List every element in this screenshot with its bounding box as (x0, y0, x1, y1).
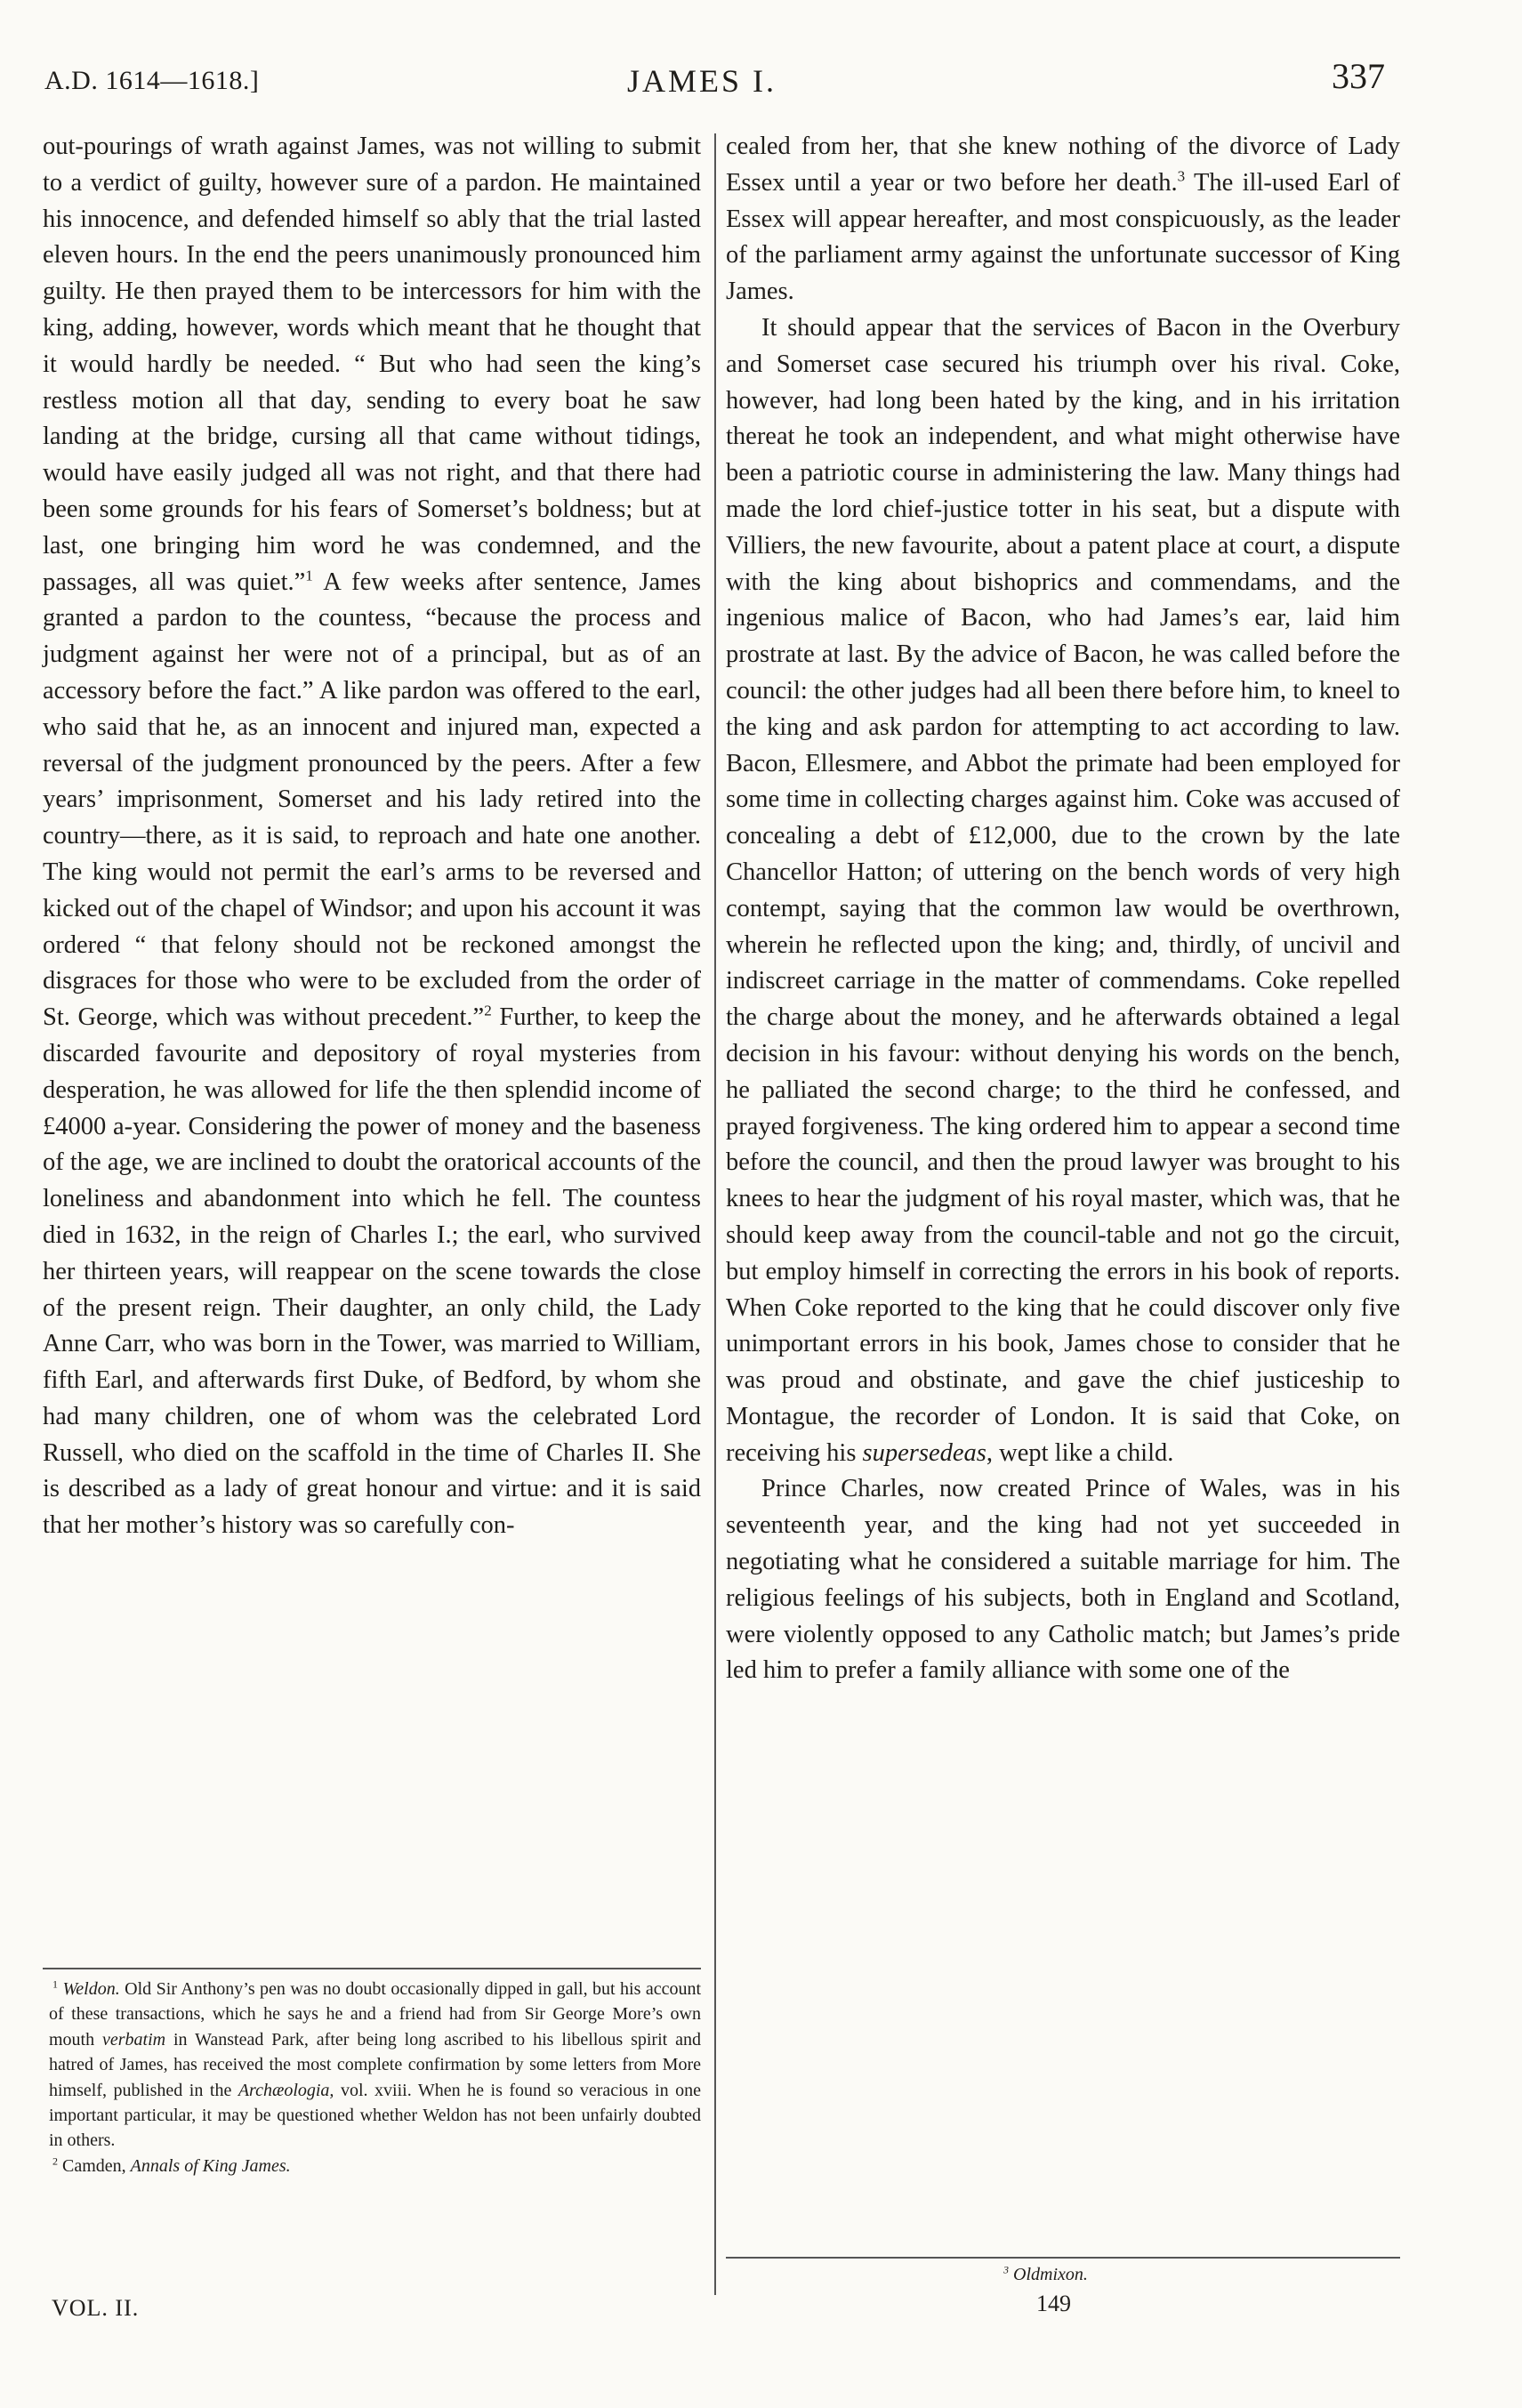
footnote-rule-left (43, 1968, 701, 1969)
left-text-2: A few weeks after sentence, James granted a pardon to the countess, “because the process and judgment against her were not of a principal, but as of an accessory before the fact.” A like pardon was offered to the earl, who said that he, as an innocent and injured man, expected a reversal of the judgment pronounced by the peers. After a few years’ imprisonment, Somerset and his lady retired into the country—there, as it is said, to reproach and hate one another. The king would not permit the earl’s arms to be reversed and kicked out of the chapel of Windsor; and upon his account it was ordered “ that felony should not be reckoned amongst the disgraces for those who were to be excluded from the order of St. George, which was without precedent.” (43, 568, 701, 1032)
sheet-folio: 149 (1036, 2291, 1071, 2316)
footnote-3 (1003, 2265, 1088, 2285)
running-head (44, 55, 1385, 109)
footnote-1-text-a: Old Sir Anthony’s pen was no doubt occasionally dipped in gall, but his account of these transactions, which he says he and a friend had from Sir George More’s own mouth (49, 1979, 702, 2050)
left-column (43, 129, 701, 1544)
footnote-ref-3: 3 (1177, 167, 1186, 185)
right-text-2-italic: supersedeas (862, 1438, 986, 1467)
header-title: JAMES I. (627, 63, 777, 99)
footnotes-left (49, 1977, 701, 2178)
right-text-1: cealed from her, that she knew nothing of the divorce of Lady Essex until a year or two before her death. (726, 133, 1400, 197)
footnote-3-mark: 3 (1003, 2263, 1009, 2276)
footnote-ref-2: 2 (484, 1002, 492, 1019)
footnote-1 (49, 1977, 701, 2154)
footnote-3-source: Oldmixon. (1013, 2265, 1088, 2284)
right-paragraph-2 (726, 310, 1400, 1472)
header-date-range: A.D. 1614—1618.] (44, 66, 260, 95)
footnote-1-text-c: vol. xviii. When he is found so veracious in one important particular, it may be questioned whether Weldon has not been unfairly doubted in others. (49, 2080, 701, 2151)
footnote-1-mark: 1 (52, 1977, 58, 1991)
right-paragraph-1 (726, 129, 1400, 310)
footnote-ref-1: 1 (305, 567, 313, 584)
footnote-rule-right (726, 2257, 1400, 2259)
right-text-3: Prince Charles, now created Prince of Wales, was in his seventeenth year, and the king had not yet succeeded in negotiating what he considered a suitable marriage for him. The religious feelings of his subjects, both in England and Scotland, were violently opposed to any Catholic match; but James’s pride led him to prefer a family alliance with some one of the (726, 1475, 1400, 1685)
footnote-2-mark: 2 (52, 2154, 58, 2168)
footnote-1-text-b: in Wanstead Park, after being long ascribed to his libellous spirit and hatred of James, has received the most complete confirmation by some letters from More himself, published in the (49, 2029, 701, 2100)
page-number: 337 (1332, 56, 1385, 96)
footnote-2-text: Camden, (62, 2155, 131, 2176)
right-text-2: It should appear that the services of Bacon in the Overbury and Somerset case secured his triumph over his rival. Coke, however, had long been hated by the king, and in his irritation thereat he took an independent, and what might otherwise have been a patriotic course in administering the law. Many things had made the lord chief-justice totter in his seat, but a dispute with Villiers, the new favourite, about a patent place at court, a dispute with the king about bishoprics and commendams, and the ingenious malice of Bacon, who had James’s ear, laid him prostrate at last. By the advice of Bacon, he was called before the council: the other judges had all been there before him, to kneel to the king and ask pardon for attempting to act according to law. Bacon, Ellesmere, and Abbot the primate had been employed for some time in collecting charges against him. Coke was accused of concealing a debt of £12,000, due to the crown by the late Chancellor Hatton; of uttering on the bench words of very high contempt, saying that the common law would be overthrown, wherein he reflected upon the king; and, thirdly, of uncivil and indiscreet carriage in the matter of commendams. Coke repelled the charge about the money, and he afterwards obtained a legal decision in his favour: without denying his words on the bench, he palliated the second charge; to the third he confessed, and prayed forgiveness. The king ordered him to appear a second time before the council, and then the proud lawyer was brought to his knees to hear the judgment of his royal master, which was, that he should keep away from the council-table and not go the circuit, but employ himself in correcting the errors in his book of reports. When Coke reported to the king that he could discover only five unimportant errors in his book, James chose to consider that he was proud and obstinate, and gave the chief justiceship to Montague, the recorder of London. It is said that Coke, on receiving his (726, 313, 1400, 1467)
footnote-2-title: Annals of King James. (130, 2155, 291, 2176)
right-paragraph-3 (726, 1471, 1400, 1689)
left-text-1: out-pourings of wrath against James, was not willing to submit to a verdict of guilty, however sure of a pardon. He maintained his innocence, and defended himself so ably that the trial lasted eleven hours. In the end the peers unanimously pronounced him guilty. He then prayed them to be intercessors for him with the king, adding, however, words which meant that he thought that it would hardly be needed. “ But who had seen the king’s restless motion all that day, sending to every boat he saw landing at the bridge, cursing all that came without tidings, would have easily judged all was not right, and that there had been some grounds for his fears of Somerset’s boldness; but at last, one bringing him word he was condemned, and the passages, all was quiet.” (43, 133, 701, 596)
footnote-1-italic: verbatim (102, 2029, 166, 2050)
right-text-1b: The ill-used Earl of Essex will appear hereafter, and most conspicuously, as the leader of the parliament army against the unfortunate successor of King James. (726, 168, 1400, 306)
footnote-1-source: Weldon. (62, 1979, 120, 1999)
left-paragraph-1 (43, 129, 701, 1544)
footnote-2 (49, 2154, 701, 2178)
footnote-1-journal: Archæologia, (238, 2080, 334, 2100)
right-column (726, 129, 1400, 1689)
left-text-3: Further, to keep the discarded favourite and depository of royal mysteries from desperation, he was allowed for life the then splendid income of £4000 a-year. Considering the power of money and the baseness of the age, we are inclined to doubt the oratorical accounts of the loneliness and abandonment into which he fell. The countess died in 1632, in the reign of Charles I.; the earl, who survived her thirteen years, will reappear on the scene towards the close of the present reign. Their daughter, an only child, the Lady Anne Carr, who was born in the Tower, was married to William, fifth Earl, and afterwards first Duke, of Bedford, by whom she had many children, one of whom was the celebrated Lord Russell, who died on the scaffold in the time of Charles II. She is described as a lady of great honour and virtue: and it is said that her mother’s history was so carefully con- (43, 1003, 702, 1540)
column-divider (714, 133, 716, 2295)
right-text-2-end: , wept like a child. (986, 1438, 1174, 1467)
volume-signature: VOL. II. (52, 2295, 140, 2321)
